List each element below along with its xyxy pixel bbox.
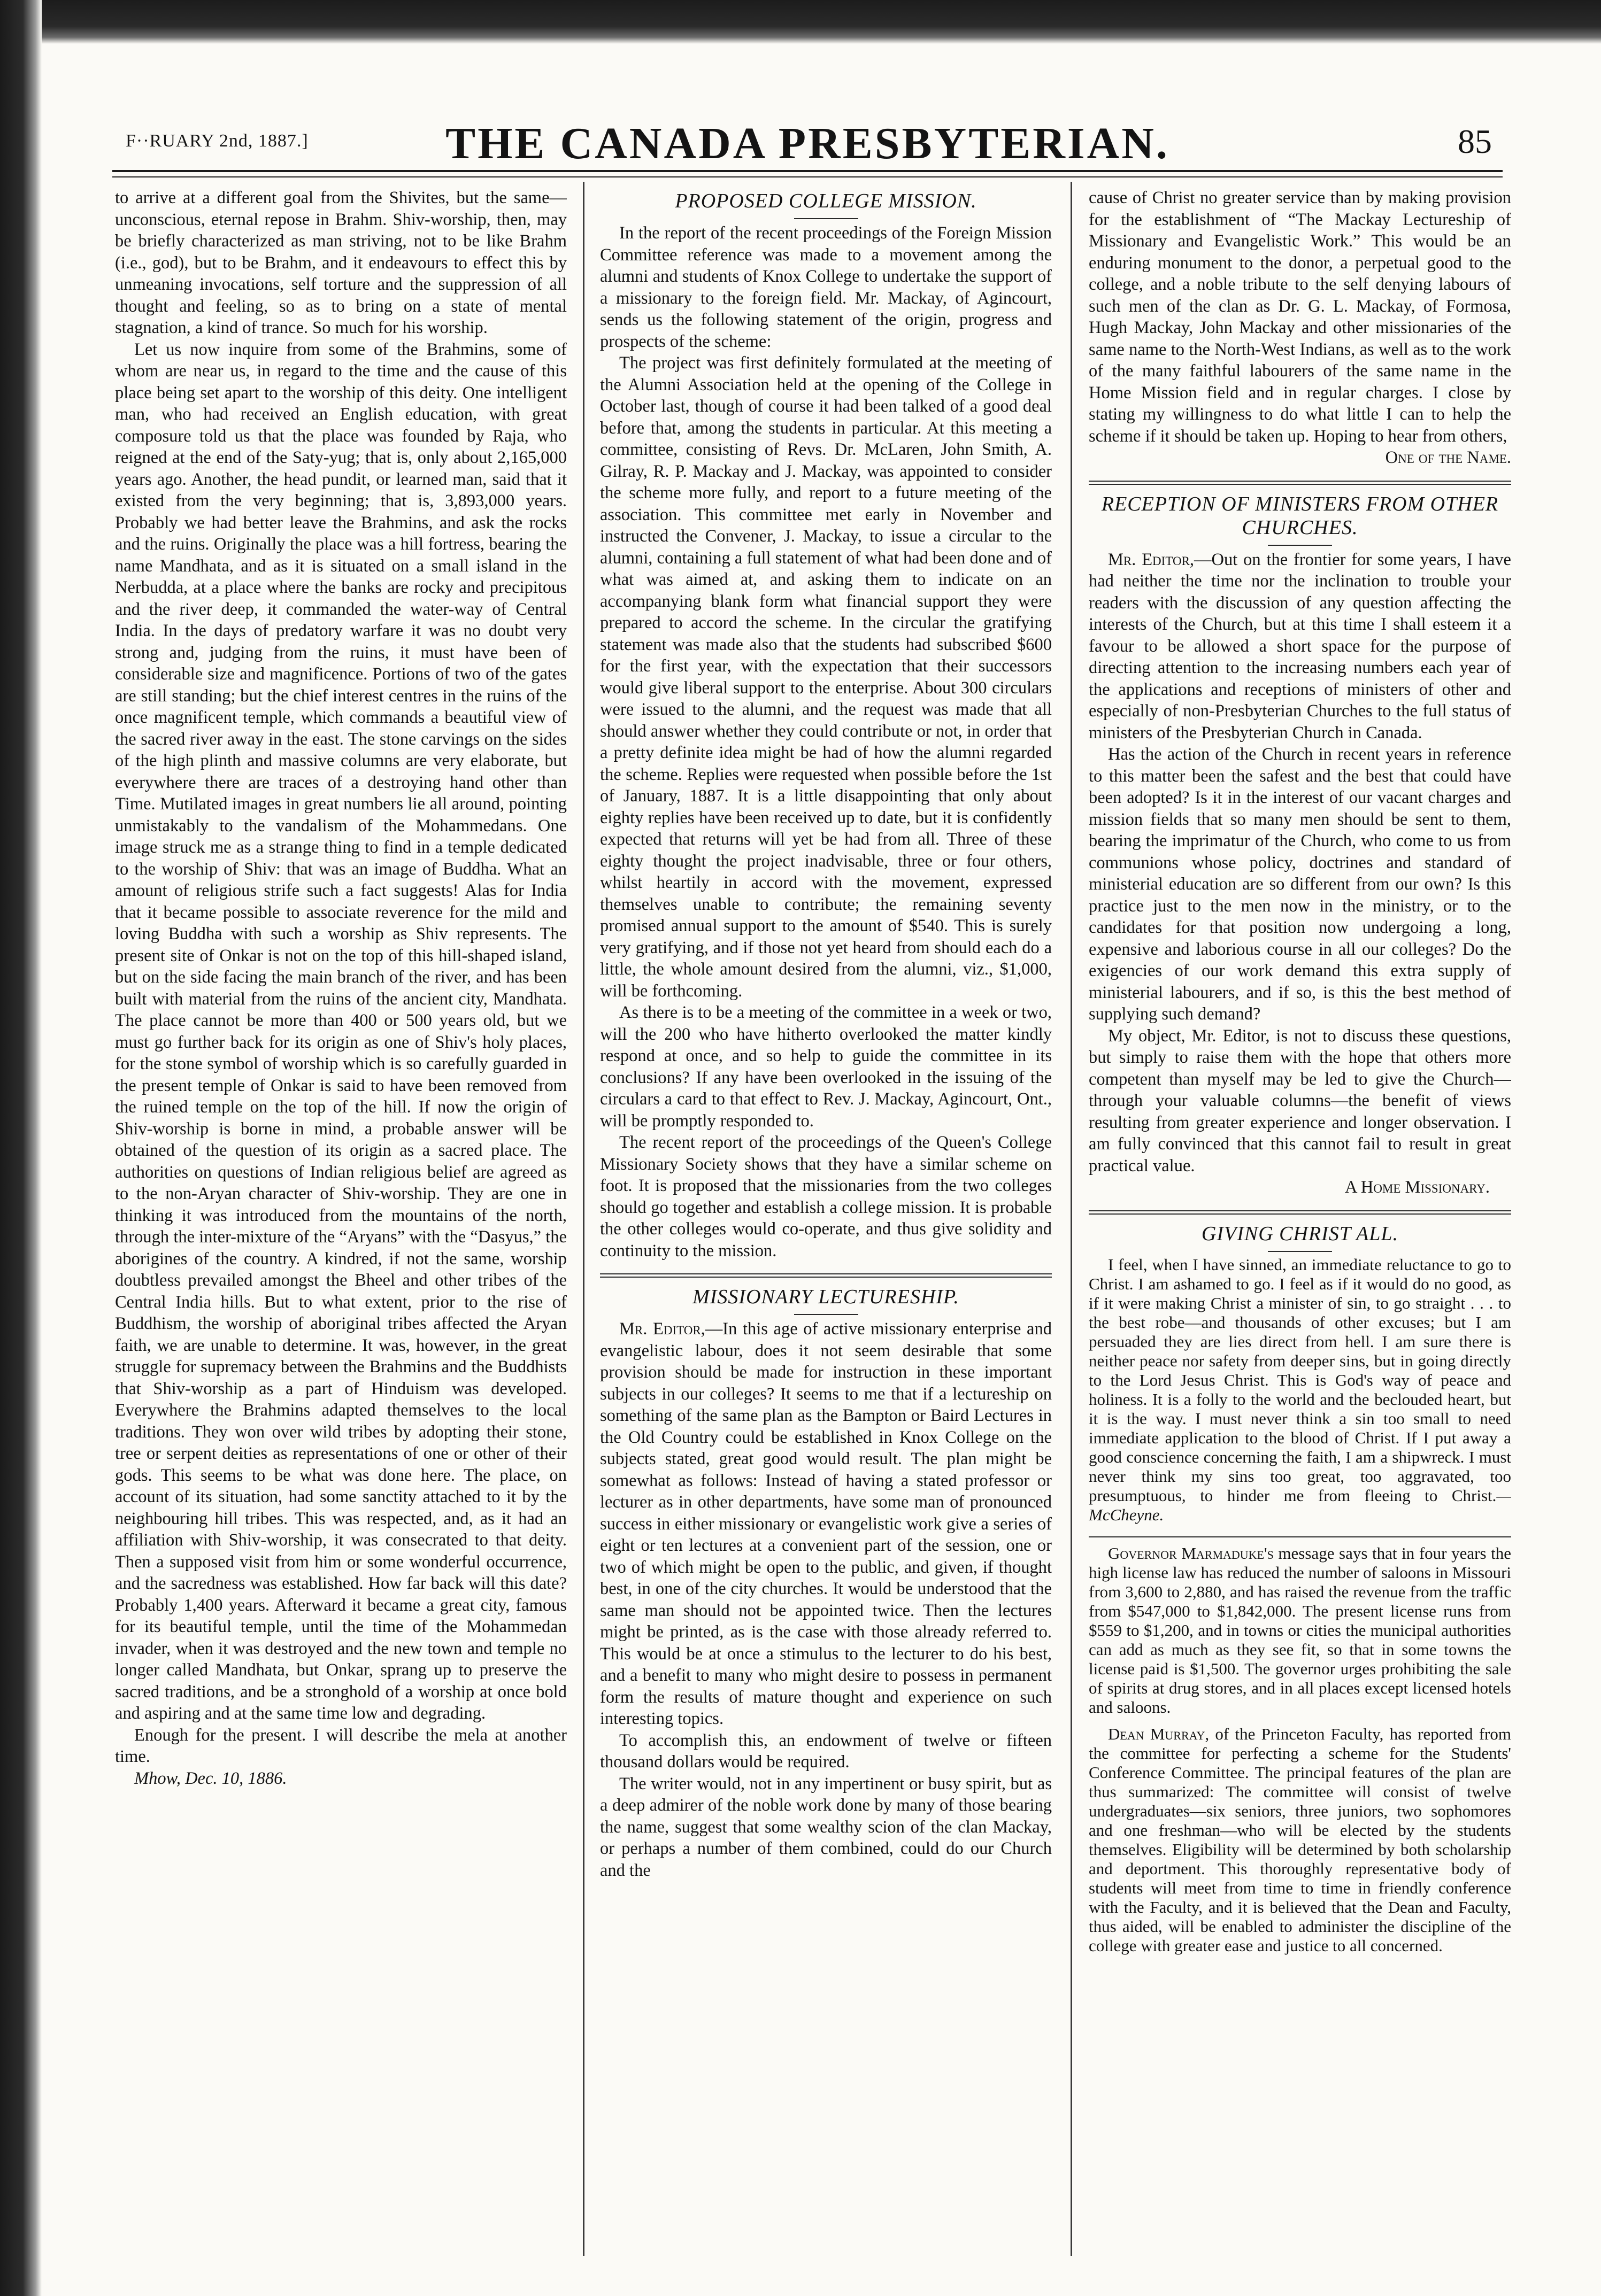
lead-name: Dean Murray, bbox=[1108, 1724, 1210, 1743]
column-3 bbox=[1089, 187, 1511, 2251]
paragraph-text: message says that in four years the high license law has reduced the number of saloons in Missouri from 3,600 to 2,880, and has raised the revenue from the traffic from $547,000 to $1,842,000. The present license runs from $559 to $1,200, and in towns or cities the municipal authorities can add as much as they see fit, so that in some towns the license paid is $1,500. The governor urges prohibiting the sale of spirits at drug stores, and in all places except licensed hotels and saloons. bbox=[1089, 1543, 1511, 1717]
paragraph: Has the action of the Church in recent years in reference to this matter been the safest and the best that could have been adopted? Is it in the interest of our vacant charges and mission fields that so many men should be sent to them, bearing the imprimatur of the Church, who come to us from communions whose policy, doctrines and standard of ministerial education are so different from our own? Is this practice just to the men now in the ministry, or to the candidates for that position now undergoing a long, expensive and laborious course in all our colleges? Do the exigencies of our work demand this extra supply of ministerial labourers, and if so, is this the best method of supplying such demand? bbox=[1089, 745, 1511, 1024]
signature: One of the Name. bbox=[1385, 448, 1511, 467]
page-number: 85 bbox=[1458, 122, 1492, 160]
masthead-title: THE CANADA PRESBYTERIAN. bbox=[445, 119, 1169, 168]
article-separator bbox=[600, 1273, 1052, 1278]
paragraph bbox=[1089, 1255, 1511, 1525]
paragraph bbox=[1089, 1544, 1511, 1717]
article-title: RECEPTION OF MINISTERS FROM OTHER CHURCHES. bbox=[1101, 492, 1499, 539]
issue-date: F··RUARY 2nd, 1887.] bbox=[126, 131, 309, 151]
column-divider-2 bbox=[1071, 182, 1072, 2256]
column-divider-1 bbox=[583, 182, 584, 2256]
paragraph: The writer would, not in any impertinent or busy spirit, but as a deep admirer of the noble work done by many of those bearing the name, suggest that some wealthy scion of the clan Mackay, or perhaps a number of them combined, could do our Church and the bbox=[600, 1774, 1052, 1880]
article-separator bbox=[1089, 1210, 1511, 1215]
paragraph: The project was first definitely formulated at the meeting of the Alumni Association held at the opening of the College in October last, though of course it had been talked of a good deal before that, among the students in particular. At this meeting a committee, consisting of Revs. Dr. McLaren, John Smith, A. Gilray, R. P. Mackay and J. Mackay, was appointed to consider the scheme more fully, and report to a future meeting of the association. This committee met early in November and instructed the Convener, J. Mackay, to issue a circular to the alumni, containing a full statement of what had been done and of what was aimed at, and asking them to indicate on an accompanying blank form what financial support they were prepared to accord the scheme. In the circular the gratifying statement was made also that the students had subscribed $600 for the first year, with the expectation that their successors would give liberal support to the enterprise. About 300 circulars were issued to the alumni, and the request was made that all should answer whether they could contribute or not, in order that a pretty definite idea might be had of how the alumni regarded the scheme. Replies were requested when possible before the 1st of January, 1887. It is a little disappointing that only about eighty replies have been received up to date, but it is confidently expected that returns will yet be had from all. Three of these eighty thought the project inadvisable, three or four others, whilst heartily in accord with the movement, expressed themselves unable to contribute; the remaining seventy promised annual support to the amount of $540. This is surely very gratifying, and if those not yet heard from should each do a little, the whole amount desired from the alumni, viz., $1,000, will be forthcoming. bbox=[600, 353, 1052, 1001]
page-header bbox=[112, 112, 1503, 171]
column-1 bbox=[115, 187, 567, 2251]
signature: A Home Missionary. bbox=[1345, 1178, 1490, 1197]
dateline: Mhow, Dec. 10, 1886. bbox=[134, 1768, 287, 1788]
header-rule-thin bbox=[112, 176, 1503, 177]
attribution: —McCheyne. bbox=[1089, 1486, 1511, 1524]
salutation: Mr. Editor, bbox=[619, 1319, 705, 1339]
paragraph-text: —In this age of active missionary enterprise and evangelistic labour, does it not seem desirable that some provision should be made for instruction in these important subjects in our colleges? It seems to me that if a lectureship on something of the same plan as the Bampton or Baird Lectures in the Old Country could be established in Knox College on the subjects stated, great good would result. The plan might be somewhat as follows: Instead of having a stated professor or lecturer as in other departments, have some man of pronounced success in either missionary or evangelistic work give a series of eight or ten lectures at a convenient part of the session, one or two of which might be open to the public, and given, if thought best, in one of the city churches. It would be understood that the same man should not be appointed twice. Then the lectures might be printed, as is the case with those already referred to. This would be at once a stimulus to the lecturer to do his best, and a benefit to many who might desire to possess in permanent form the results of mature thought and experience on such interesting topics. bbox=[600, 1319, 1052, 1728]
paragraph: To accomplish this, an endowment of twelve or fifteen thousand dollars would be required. bbox=[600, 1730, 1052, 1772]
title-underline bbox=[794, 218, 858, 219]
article-title: GIVING CHRIST ALL. bbox=[1201, 1222, 1399, 1245]
scan-top-band bbox=[0, 0, 1601, 44]
scan-left-edge bbox=[0, 0, 42, 2296]
title-underline bbox=[794, 1314, 858, 1315]
lead-name: Governor Marmaduke's bbox=[1108, 1543, 1274, 1563]
paragraph: cause of Christ no greater service than by making provision for the establishment of “The Mackay Lectureship of Missionary and Evangelistic Work.” This would be an enduring monument to the donor, a perpetual good to the college, and a noble tribute to the self denying labours of such men of the clan as Dr. G. L. Mackay, of Formosa, Hugh Mackay, John Mackay and other missionaries of the same name to the North-West Indians, as well as to the work of the many faithful labourers of the same name in the Home Mission field and in regular charges. I close by stating my willingness to do what little I can to help the scheme if it should be taken up. Hoping to hear from others, bbox=[1089, 188, 1511, 446]
paragraph bbox=[1089, 1725, 1511, 1955]
paragraph-text: of the Princeton Faculty, has reported from the committee for perfecting a scheme for the Students' Conference Committee. The principal features of the plan are thus summarized: The committee will consist of twelve undergraduates—six seniors, three juniors, two sophomores and one freshman—who will be elected by the students themselves. Eligibility will be determined by both scholarship and deportment. This thoroughly representative body of students will meet from time to time in friendly conference with the Faculty, and it is believed that the Dean and Faculty, thus aided, will be enabled to administer the discipline of the college with greater ease and justice to all concerned. bbox=[1089, 1724, 1511, 1955]
paragraph: In the report of the recent proceedings of the Foreign Mission Committee reference was made to a movement among the alumni and students of Knox College to undertake the support of a missionary to the foreign field. Mr. Mackay, of Agincourt, sends us the following statement of the origin, progress and prospects of the scheme: bbox=[600, 223, 1052, 351]
header-rule-thick bbox=[112, 170, 1503, 172]
paragraph: The recent report of the proceedings of the Queen's College Missionary Society shows that they have a similar scheme on foot. It is proposed that the missionaries from the two colleges should go together and establish a college mission. It is probable the other colleges would co-operate, and thus give solidity and continuity to the mission. bbox=[600, 1133, 1052, 1261]
paragraph: As there is to be a meeting of the committee in a week or two, will the 200 who have hitherto overlooked the matter kindly respond at once, and so help to guide the committee in its conclusions? If any have been overlooked in the issuing of the circulars a card to that effect to Rev. J. Mackay, Agincourt, Ont., will be promptly responded to. bbox=[600, 1003, 1052, 1131]
title-underline bbox=[1268, 545, 1332, 546]
paragraph bbox=[1089, 549, 1511, 744]
paragraph: to arrive at a different goal from the Shivites, but the same—unconscious, eternal repose in Brahm. Shiv-worship, then, may be briefly characterized as man striving, not to be like Brahm (i.e., god), but to be Brahm, and it endeavours to effect this by unmeaning invocations, self torture and the suppression of all thought and feeling, so as to bring on a state of mental stagnation, a kind of trance. So much for his worship. bbox=[115, 188, 567, 337]
article-separator bbox=[1089, 481, 1511, 485]
column-2 bbox=[600, 187, 1052, 2251]
article-separator bbox=[1089, 1536, 1511, 1537]
article-title: PROPOSED COLLEGE MISSION. bbox=[675, 190, 977, 212]
paragraph-text: I feel, when I have sinned, an immediate reluctance to go to Christ. I am ashamed to go. I feel as if it would do no good, as if it were making Christ a minister of sin, to go straight . . . to the best robe—and thousands of other excuses; but I am persuaded they are lies direct from hell. I am sure there is neither peace nor safety from deeper sins, but in going directly to the Lord Jesus Christ. This is God's way of peace and holiness. It is a folly to the world and the beclouded heart, but it is the way. I must never think a sin too small to need immediate application to the blood of Christ. If I put away a good conscience concerning the faith, I am a shipwreck. I must never think my sins too great, too aggravated, too presumptuous, to hinder me from fleeing to Christ. bbox=[1089, 1255, 1511, 1505]
paragraph: Let us now inquire from some of the Brahmins, some of whom are near us, in regard to the time and the cause of this place being set apart to the worship of this deity. One intelligent man, who had received an English education, with great composure told us that the place was founded by Raja, who reigned at the end of the Saty-yug; that is, only about 2,165,000 years ago. Another, the head pundit, or learned man, said that it existed from the very beginning; that is, 3,893,000 years. Probably we had better leave the Brahmins, and ask the rocks and the ruins. Originally the place was a hill fortress, bearing the name Mandhata, and as it is situated on a small island in the Nerbudda, at a place where the banks are rocky and precipitous and the river deep, it commanded the water-way of Central India. In the days of predatory warfare it was no doubt very strong and, judging from the ruins, it must have been of considerable size and magnificence. Portions of two of the gates are still standing; but the chief interest centres in the ruins of the once magnificent temple, which commands a beautiful view of the sacred river away in the east. The stone carvings on the sides of the high plinth and massive columns are very elaborate, but everywhere there are traces of a destroying hand other than Time. Mutilated images in great numbers lie all around, pointing unmistakably to the vandalism of the Mohammedans. One image struck me as a strange thing to find in a temple dedicated to the worship of Shiv: that was an image of Buddha. What an amount of religious strife such a fact suggests! Alas for India that it became possible to associate reverence for the mild and loving Buddha with such a worship as Shiv represents. The present site of Onkar is not on the top of this hill-shaped island, but on the side facing the main branch of the river, and has been built with material from the ruins of the ancient city, Mandhata. The place cannot be more than 400 or 500 years old, but we must go further back for its origin as one of Shiv's holy places, for the stone symbol of worship which is so carefully guarded in the present temple of Onkar is said to have been removed from the ruined temple on the top of the hill. If now the origin of Shiv-worship is borne in mind, a probable answer will be obtained of the question of its origin as a sacred place. The authorities on questions of Indian religious belief are agreed as to the non-Aryan character of Shiv-worship. They are one in thinking it was introduced from the mountains of the north, through the inter-mixture of the “Aryans” with the “Dasyus,” the aborigines of the country. A kindred, if not the same, worship doubtless prevailed amongst the Bheel and other tribes of the Central India hills. But to what extent, prior to the rise of Buddhism, the worship of aboriginal tribes affected the Aryan faith, we are unable to determine. It was, however, in the great struggle for supremacy between the Brahmins and the Buddhists that Shiv-worship as a part of Hinduism was developed. Everywhere the Brahmins adapted themselves to the local traditions. They won over wild tribes by adopting their stone, tree or serpent deities as representations of one or other of their gods. This seems to be what was done here. The place, on account of its situation, had some sanctity attached to it by the neighbouring hill tribes. This was respected, and, as it had an affiliation with Shiv-worship, it was consecrated to that deity. Then a supposed visit from him or some wonderful occurrence, and the sacredness was established. How far back will this date? Probably 1,400 years. Afterward it became a great city, famous for its beautiful temple, until the time of the Mohammedan invader, when it was destroyed and the new town and temple no longer called Mandhata, but Onkar, sprang up to preserve the sacred traditions, and be a stronghold of a worship at once bold and aspiring and at the same time low and degrading. bbox=[115, 339, 567, 1723]
paragraph: Enough for the present. I will describe the mela at another time. bbox=[115, 1725, 567, 1766]
title-underline bbox=[1268, 1251, 1332, 1252]
salutation: Mr. Editor, bbox=[1108, 550, 1195, 569]
paragraph bbox=[600, 1318, 1052, 1730]
paragraph-text: —Out on the frontier for some years, I have had neither the time nor the inclination to trouble your readers with the discussion of any question affecting the interests of the Church, but at this time I shall esteem it a favour to be allowed a short space for the purpose of directing attention to the increasing numbers each year of the applications and receptions of ministers of other and especially of non-Presbyterian Churches to the full status of ministers of the Presbyterian Church in Canada. bbox=[1089, 550, 1511, 743]
paragraph: My object, Mr. Editor, is not to discuss these questions, but simply to raise them with the hope that others more competent than myself may be led to give the Church—through your valuable columns—the benefit of views resulting from greater experience and longer observation. I am fully convinced that this cannot fail to result in great practical value. bbox=[1089, 1026, 1511, 1176]
article-title: MISSIONARY LECTURESHIP. bbox=[692, 1286, 959, 1308]
